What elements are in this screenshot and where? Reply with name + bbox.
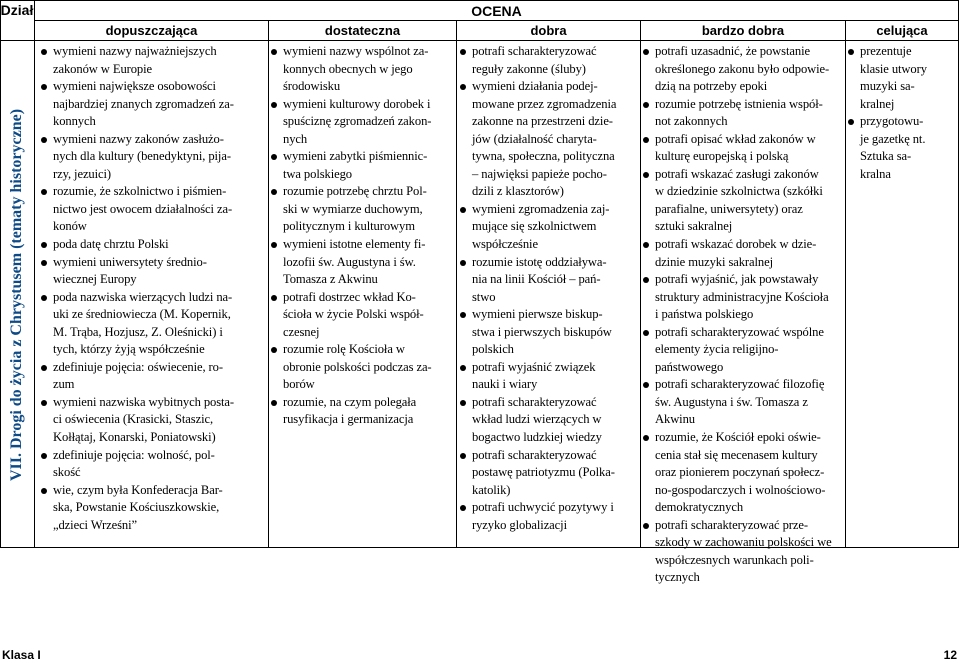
criterion-line: prezentuje bbox=[860, 44, 912, 58]
bullet-icon bbox=[848, 49, 854, 55]
criterion-line: borów bbox=[283, 377, 315, 392]
criterion-line: potrafi scharakteryzować wspólne bbox=[655, 324, 824, 339]
criterion-line: rusyfikacja i germanizacja bbox=[283, 412, 414, 427]
bullet-icon bbox=[41, 400, 47, 406]
criterion-line: no-gospodarczych i wolnościowo- bbox=[655, 482, 826, 497]
criterion-item bbox=[41, 43, 266, 78]
criterion-item bbox=[41, 447, 266, 482]
bullet-icon bbox=[460, 49, 466, 55]
bullet-icon bbox=[643, 49, 649, 55]
bullet-icon bbox=[643, 137, 649, 143]
bullet-icon bbox=[460, 365, 466, 371]
column-celujaca bbox=[848, 43, 958, 183]
bullet-icon bbox=[271, 49, 277, 55]
criterion-line: „dzieci Wrześni” bbox=[53, 517, 138, 532]
bullet-icon bbox=[41, 189, 47, 195]
criterion-item bbox=[643, 166, 844, 236]
criterion-line: ścioła w życie Polski współ- bbox=[283, 307, 424, 322]
criterion-line: mowane przez zgromadzenia bbox=[472, 96, 617, 111]
bullet-icon bbox=[271, 154, 277, 160]
criterion-line: środowisku bbox=[283, 79, 341, 94]
criterion-line: parafialne, uniwersytety) oraz bbox=[655, 201, 803, 216]
criterion-line: rozumie, że Kościół epoki oświe- bbox=[655, 430, 821, 445]
criterion-line: bogactwo ludzkiej wiedzy bbox=[472, 430, 602, 445]
criterion-item bbox=[460, 201, 639, 254]
criterion-item bbox=[460, 499, 639, 534]
criterion-line: wymieni największe osobowości bbox=[53, 79, 216, 94]
criterion-line: jów (działalność charyta- bbox=[472, 131, 597, 146]
criterion-item bbox=[460, 447, 639, 500]
bullet-icon bbox=[460, 207, 466, 213]
criterion-line: sztuki sakralnej bbox=[655, 219, 733, 234]
criterion-line: wymieni istotne elementy fi- bbox=[283, 237, 426, 252]
criterion-line: skość bbox=[53, 465, 81, 480]
criterion-line: tych, którzy żyją współcześnie bbox=[53, 342, 205, 357]
bullet-icon bbox=[643, 523, 649, 529]
column-bardzo-dobra bbox=[643, 43, 844, 587]
bullet-icon bbox=[643, 172, 649, 178]
section-title-cell bbox=[0, 41, 34, 548]
criterion-line: rozumie, że szkolnictwo i piśmien- bbox=[53, 184, 227, 199]
criterion-line: wymieni uniwersytety średnio- bbox=[53, 254, 207, 269]
criterion-line: potrafi scharakteryzować prze- bbox=[655, 517, 808, 532]
criterion-line: rozumie rolę Kościoła w bbox=[283, 342, 405, 357]
bullet-icon bbox=[460, 453, 466, 459]
criterion-line: rozumie potrzebę chrztu Pol- bbox=[283, 184, 427, 199]
criterion-line: kralnej bbox=[860, 96, 895, 111]
criterion-line: potrafi uzasadnić, że powstanie bbox=[655, 44, 810, 58]
bullet-icon bbox=[271, 347, 277, 353]
criterion-line: Tomasza z Akwinu bbox=[283, 272, 378, 287]
criterion-line: ski w wymiarze duchowym, bbox=[283, 201, 423, 216]
criterion-line: św. Augustyna i św. Tomasza z bbox=[655, 394, 808, 409]
criterion-item bbox=[271, 341, 455, 394]
bullet-icon bbox=[271, 400, 277, 406]
criterion-line: konnych bbox=[53, 114, 96, 129]
criterion-item bbox=[41, 394, 266, 447]
section-title: VII. Drogi do życia z Chrystusem (tematy historyczne) bbox=[8, 108, 25, 481]
criterion-line: wie, czym była Konfederacja Bar- bbox=[53, 482, 223, 497]
criterion-line: współczesnych warunkach poli- bbox=[655, 552, 814, 567]
criterion-line: stwo bbox=[472, 289, 496, 304]
header-ocena: OCENA bbox=[471, 3, 522, 19]
criterion-line: lozofii św. Augustyna i św. bbox=[283, 254, 416, 269]
criterion-line: oraz pionierem poczynań społecz- bbox=[655, 465, 825, 480]
criterion-line: muzyki sa- bbox=[860, 79, 915, 94]
criterion-line: obronie polskości podczas za- bbox=[283, 359, 432, 374]
criterion-line: Akwinu bbox=[655, 412, 695, 427]
bullet-icon bbox=[41, 137, 47, 143]
criterion-line: cenia stał się mecenasem kultury bbox=[655, 447, 818, 462]
criterion-line: klasie utwory bbox=[860, 61, 927, 76]
criterion-line: postawę patriotyzmu (Polka- bbox=[472, 465, 615, 480]
criterion-line: zum bbox=[53, 377, 75, 392]
criterion-item bbox=[41, 183, 266, 236]
criterion-line: wiecznej Europy bbox=[53, 272, 137, 287]
criterion-item bbox=[643, 517, 844, 587]
footer-class-label: Klasa I bbox=[2, 648, 41, 662]
bullet-icon bbox=[643, 242, 649, 248]
criterion-item bbox=[41, 131, 266, 184]
criterion-item bbox=[41, 359, 266, 394]
criterion-item bbox=[271, 236, 455, 289]
criterion-line: potrafi scharakteryzować bbox=[472, 394, 597, 409]
criterion-line: potrafi wskazać dorobek w dzie- bbox=[655, 237, 817, 252]
criterion-line: polskich bbox=[472, 342, 514, 357]
criterion-item bbox=[41, 236, 266, 254]
criterion-line: określonego zakonu było odpowie- bbox=[655, 61, 830, 76]
bullet-icon bbox=[41, 453, 47, 459]
criterion-item bbox=[271, 183, 455, 236]
criterion-line: tywna, społeczna, polityczna bbox=[472, 149, 615, 164]
bullet-icon bbox=[271, 295, 277, 301]
bullet-icon bbox=[41, 242, 47, 248]
bullet-icon bbox=[460, 260, 466, 266]
column-dostateczna bbox=[271, 43, 455, 429]
criterion-line: struktury administracyjne Kościoła bbox=[655, 289, 829, 304]
criterion-line: dzinie muzyki sakralnej bbox=[655, 254, 773, 269]
criterion-line: zdefiniuje pojęcia: oświecenie, ro- bbox=[53, 359, 223, 374]
criterion-item bbox=[643, 131, 844, 166]
criterion-line: wymieni zgromadzenia zaj- bbox=[472, 201, 610, 216]
criterion-item bbox=[848, 43, 958, 113]
bullet-icon bbox=[41, 84, 47, 90]
criterion-item bbox=[460, 306, 639, 359]
column-header-dopuszczajaca: dopuszczająca bbox=[105, 23, 198, 38]
criterion-item bbox=[41, 289, 266, 359]
bullet-icon bbox=[271, 102, 277, 108]
criterion-line: twa polskiego bbox=[283, 166, 353, 181]
criterion-item bbox=[643, 376, 844, 429]
criterion-line: w dziedzinie szkolnictwa (szkółki bbox=[655, 184, 823, 199]
criterion-line: ryzyko globalizacji bbox=[472, 517, 567, 532]
criterion-line: wymieni nazwiska wybitnych posta- bbox=[53, 394, 235, 409]
column-header-bardzo-dobra: bardzo dobra bbox=[701, 23, 785, 38]
criterion-item bbox=[643, 429, 844, 517]
criterion-line: mujące się szkolnictwem bbox=[472, 219, 597, 234]
criterion-item bbox=[643, 236, 844, 271]
column-header-dobra: dobra bbox=[530, 23, 567, 38]
criterion-line: potrafi scharakteryzować bbox=[472, 44, 597, 58]
criterion-line: – najwięksi papieże pocho- bbox=[472, 166, 607, 181]
criterion-line: zakonów w Europie bbox=[53, 61, 153, 76]
criterion-line: wymieni nazwy najważniejszych bbox=[53, 44, 217, 58]
criterion-item bbox=[460, 359, 639, 394]
criterion-line: reguły zakonne (śluby) bbox=[472, 61, 586, 76]
criterion-line: elementy życia religijno- bbox=[655, 342, 779, 357]
criterion-item bbox=[643, 324, 844, 377]
bullet-icon bbox=[848, 119, 854, 125]
criterion-item bbox=[41, 254, 266, 289]
criterion-item bbox=[848, 113, 958, 183]
bullet-icon bbox=[460, 84, 466, 90]
criterion-line: ci oświecenia (Krasicki, Staszic, bbox=[53, 412, 214, 427]
criterion-item bbox=[460, 254, 639, 307]
criterion-line: czesnej bbox=[283, 324, 320, 339]
criterion-line: najbardziej znanych zgromadzeń za- bbox=[53, 96, 234, 111]
criterion-item bbox=[271, 394, 455, 429]
criterion-line: stwa i pierwszych biskupów bbox=[472, 324, 612, 339]
criterion-line: Kołłątaj, Konarski, Poniatowski) bbox=[53, 430, 216, 445]
footer-page-number: 12 bbox=[943, 648, 957, 662]
criterion-item bbox=[460, 43, 639, 78]
bullet-icon bbox=[460, 505, 466, 511]
bullet-icon bbox=[41, 488, 47, 494]
criterion-line: współcześnie bbox=[472, 237, 538, 252]
criterion-line: kulturę europejską i polską bbox=[655, 149, 789, 164]
criterion-line: nych dla kultury (benedyktyni, pija- bbox=[53, 149, 231, 164]
bullet-icon bbox=[460, 312, 466, 318]
criterion-item bbox=[271, 148, 455, 183]
criterion-line: rzy, jezuici) bbox=[53, 166, 112, 181]
criterion-line: uki ze średniowiecza (M. Kopernik, bbox=[53, 307, 231, 322]
criterion-line: rozumie, na czym polegała bbox=[283, 394, 417, 409]
column-header-dostateczna: dostateczna bbox=[324, 23, 401, 38]
bullet-icon bbox=[271, 189, 277, 195]
bullet-icon bbox=[41, 49, 47, 55]
criterion-line: i państwa polskiego bbox=[655, 307, 754, 322]
criterion-line: konnych obecnych w jego bbox=[283, 61, 413, 76]
criterion-line: państwowego bbox=[655, 359, 724, 374]
bullet-icon bbox=[41, 365, 47, 371]
criterion-line: nauki i wiary bbox=[472, 377, 538, 392]
criterion-line: nia na linii Kościół – pań- bbox=[472, 272, 601, 287]
bullet-icon bbox=[643, 330, 649, 336]
criterion-line: przygotowu- bbox=[860, 114, 924, 129]
criterion-line: ska, Powstanie Kościuszkowskie, bbox=[53, 500, 220, 515]
criterion-item bbox=[271, 96, 455, 149]
criterion-line: dzili z klasztorów) bbox=[472, 184, 564, 199]
criterion-line: spuściznę zgromadzeń zakon- bbox=[283, 114, 432, 129]
criterion-item bbox=[271, 289, 455, 342]
criterion-line: not zakonnych bbox=[655, 114, 728, 129]
criterion-line: wymieni nazwy wspólnot za- bbox=[283, 44, 429, 58]
criterion-line: potrafi scharakteryzować filozofię bbox=[655, 377, 825, 392]
criterion-line: nych bbox=[283, 131, 308, 146]
criterion-line: wymieni zabytki piśmiennic- bbox=[283, 149, 428, 164]
criterion-line: zdefiniuje pojęcia: wolność, pol- bbox=[53, 447, 215, 462]
criterion-line: poda nazwiska wierzących ludzi na- bbox=[53, 289, 233, 304]
bullet-icon bbox=[643, 277, 649, 283]
criterion-line: potrafi dostrzec wkład Ko- bbox=[283, 289, 416, 304]
criterion-line: rozumie istotę oddziaływa- bbox=[472, 254, 607, 269]
criterion-line: szkody w zachowaniu polskości we bbox=[655, 535, 832, 550]
header-dzial: Dział bbox=[0, 2, 34, 18]
criterion-line: wymieni nazwy zakonów zasłużo- bbox=[53, 131, 224, 146]
criterion-item bbox=[643, 271, 844, 324]
criterion-line: politycznym i kulturowym bbox=[283, 219, 415, 234]
column-dopuszczajaca bbox=[41, 43, 266, 534]
criterion-item bbox=[41, 482, 266, 535]
bullet-icon bbox=[643, 382, 649, 388]
criterion-line: potrafi wyjaśnić związek bbox=[472, 359, 596, 374]
criterion-line: potrafi opisać wkład zakonów w bbox=[655, 131, 816, 146]
bullet-icon bbox=[271, 242, 277, 248]
criterion-line: poda datę chrztu Polski bbox=[53, 237, 169, 252]
criterion-line: dzią na potrzeby epoki bbox=[655, 79, 768, 94]
criterion-item bbox=[460, 394, 639, 447]
criterion-line: je gazetkę nt. bbox=[860, 131, 926, 146]
column-dobra bbox=[460, 43, 639, 534]
bullet-icon bbox=[643, 102, 649, 108]
criterion-line: M. Trąba, Hozjusz, Z. Oleśnicki) i bbox=[53, 324, 223, 339]
criterion-line: Sztuka sa- bbox=[860, 149, 912, 164]
criterion-item bbox=[460, 78, 639, 201]
criterion-line: tycznych bbox=[655, 570, 700, 585]
criterion-item bbox=[41, 78, 266, 131]
column-header-celujaca: celująca bbox=[876, 23, 928, 38]
criterion-line: rozumie potrzebę istnienia współ- bbox=[655, 96, 823, 111]
criterion-line: potrafi wskazać zasługi zakonów bbox=[655, 166, 819, 181]
bullet-icon bbox=[41, 295, 47, 301]
criterion-item bbox=[643, 43, 844, 96]
criterion-line: demokratycznych bbox=[655, 500, 744, 515]
criterion-line: zakonne na przestrzeni dzie- bbox=[472, 114, 613, 129]
bullet-icon bbox=[460, 400, 466, 406]
criterion-line: potrafi uchwycić pozytywy i bbox=[472, 500, 614, 515]
criterion-item bbox=[643, 96, 844, 131]
criterion-line: potrafi scharakteryzować bbox=[472, 447, 597, 462]
criterion-line: konów bbox=[53, 219, 87, 234]
bullet-icon bbox=[643, 435, 649, 441]
bullet-icon bbox=[41, 260, 47, 266]
criterion-item bbox=[271, 43, 455, 96]
criterion-line: nictwo jest owocem działalności za- bbox=[53, 201, 233, 216]
criterion-line: katolik) bbox=[472, 482, 511, 497]
criterion-line: potrafi wyjaśnić, jak powstawały bbox=[655, 272, 819, 287]
criterion-line: wymieni pierwsze biskup- bbox=[472, 307, 603, 322]
criterion-line: kralna bbox=[860, 166, 891, 181]
criterion-line: wkład ludzi wierzących w bbox=[472, 412, 602, 427]
criterion-line: wymieni kulturowy dorobek i bbox=[283, 96, 431, 111]
criterion-line: wymieni działania podej- bbox=[472, 79, 598, 94]
